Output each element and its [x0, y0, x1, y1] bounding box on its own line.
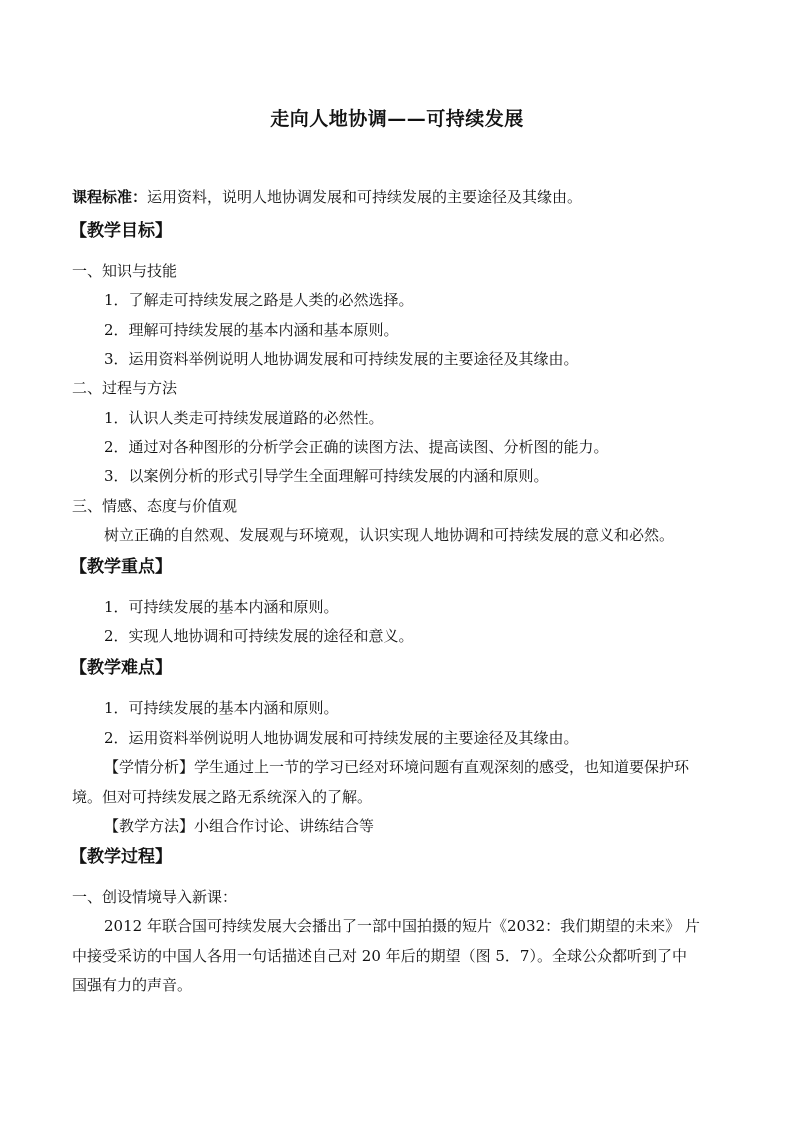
- difficulties-heading: 【教学难点】: [70, 658, 172, 678]
- analysis-line-2: 境。但对可持续发展之路无系统深入的了解。: [72, 788, 373, 806]
- knowledge-heading: 一、知识与技能: [72, 262, 178, 280]
- goals-heading: 【教学目标】: [70, 221, 172, 241]
- course-standard-text: 运用资料，说明人地协调发展和可持续发展的主要途径及其缘由。: [147, 188, 583, 206]
- key-points-heading: 【教学重点】: [70, 557, 172, 577]
- intro-paragraph-line-3: 国强有力的声音。: [72, 976, 193, 994]
- process-item-2: 2．通过对各种图形的分析学会正确的读图方法、提高读图、分析图的能力。: [104, 438, 609, 456]
- knowledge-item-2: 2．理解可持续发展的基本内涵和基本原则。: [104, 321, 399, 339]
- key-point-item-1: 1．可持续发展的基本内涵和原则。: [104, 598, 339, 616]
- intro-paragraph-line-2: 中接受采访的中国人各用一句话描述自己对 20 年后的期望（图 5．7）。全球公众都听到了中: [72, 947, 687, 965]
- emotion-text: 树立正确的自然观、发展观与环境观，认识实现人地协调和可持续发展的意义和必然。: [104, 526, 675, 544]
- methods-text: 【教学方法】小组合作讨论、讲练结合等: [104, 817, 375, 835]
- difficulty-item-1: 1．可持续发展的基本内涵和原则。: [104, 699, 339, 717]
- analysis-line-1: 【学情分析】学生通过上一节的学习已经对环境问题有直观深刻的感受，也知道要保护环: [104, 758, 690, 776]
- key-point-item-2: 2．实现人地协调和可持续发展的途径和意义。: [104, 627, 414, 645]
- process-item-1: 1．认识人类走可持续发展道路的必然性。: [104, 409, 384, 427]
- page-title: 走向人地协调——可持续发展: [270, 108, 524, 130]
- knowledge-item-1: 1．了解走可持续发展之路是人类的必然选择。: [104, 291, 414, 309]
- process-item-3: 3．以案例分析的形式引导学生全面理解可持续发展的内涵和原则。: [104, 467, 549, 485]
- process-section-heading: 【教学过程】: [70, 847, 172, 867]
- process-heading: 二、过程与方法: [72, 379, 178, 397]
- course-standard-label: 课程标准：: [72, 188, 148, 206]
- knowledge-item-3: 3．运用资料举例说明人地协调发展和可持续发展的主要途径及其缘由。: [104, 350, 579, 368]
- emotion-heading: 三、情感、态度与价值观: [72, 497, 238, 515]
- process-sub-heading-1: 一、创设情境导入新课：: [72, 888, 238, 906]
- intro-paragraph-line-1: 2012 年联合国可持续发展大会播出了一部中国拍摄的短片《2032：我们期望的未来》 片: [104, 917, 700, 935]
- course-standard: [72, 186, 582, 208]
- difficulty-item-2: 2．运用资料举例说明人地协调发展和可持续发展的主要途径及其缘由。: [104, 729, 579, 747]
